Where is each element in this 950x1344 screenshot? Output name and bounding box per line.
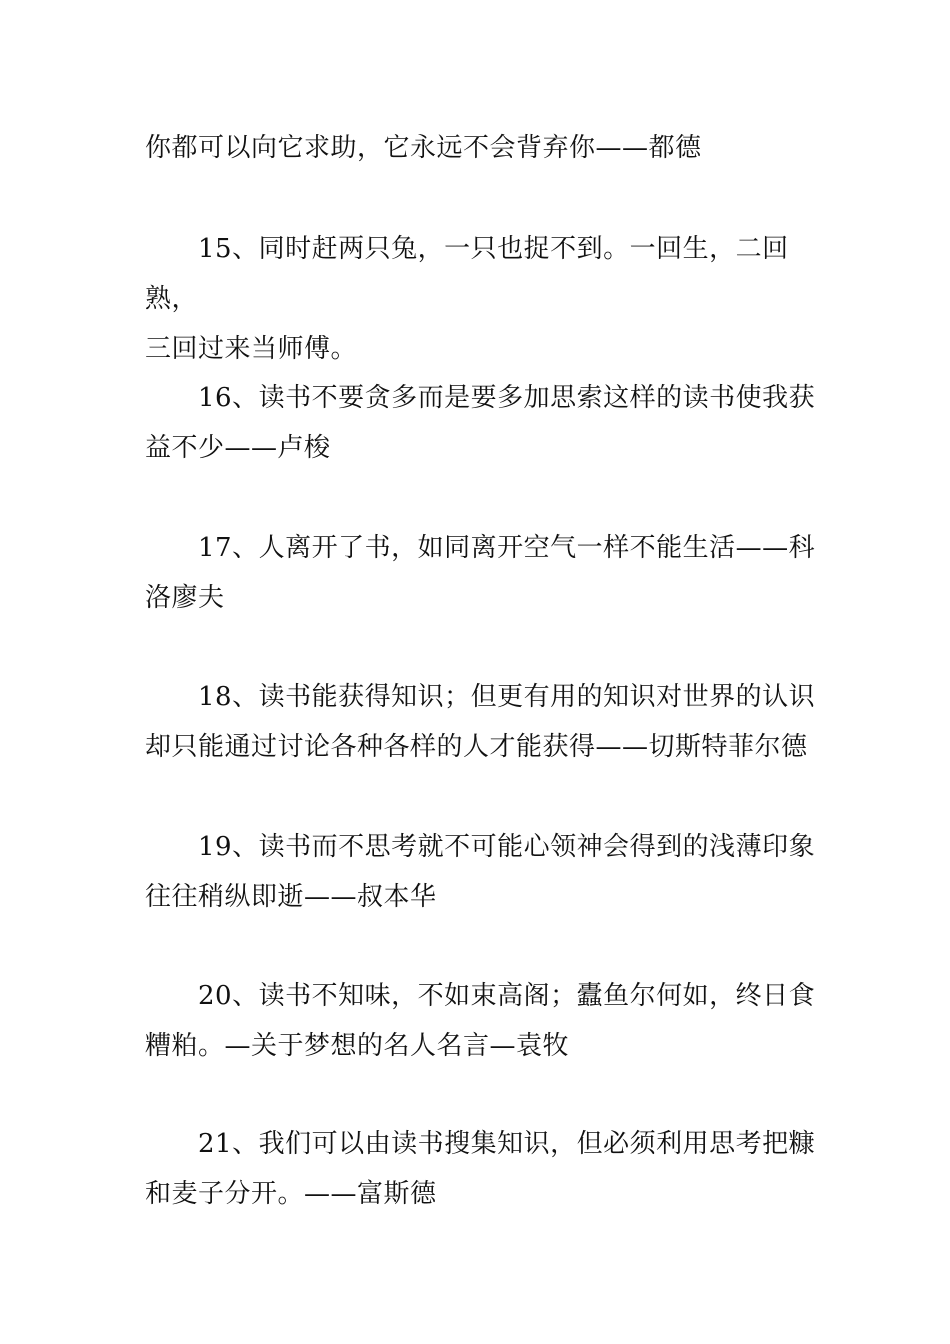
text-line: 洛廖夫 [145, 583, 225, 613]
quote-19 [145, 822, 835, 922]
paragraph-14-continuation [145, 123, 835, 173]
quote-20 [145, 971, 835, 1071]
text-line: 你都可以向它求助，它永远不会背弃你——都德 [145, 133, 702, 163]
text-line: 三回过来当师傅。 [145, 334, 358, 364]
text-line: 和麦子分开。——富斯德 [145, 1179, 437, 1209]
text-line: 糟粕。—关于梦想的名人名言—袁牧 [145, 1031, 570, 1061]
text-line: 20、读书不知味，不如束高阁；蠹鱼尔何如，终日食 [198, 981, 816, 1011]
quote-18 [145, 672, 835, 772]
quote-16 [145, 373, 835, 473]
text-line: 往往稍纵即逝——叔本华 [145, 882, 437, 912]
text-line: 18、读书能获得知识；但更有用的知识对世界的认识 [198, 682, 816, 712]
text-line: 19、读书而不思考就不可能心领神会得到的浅薄印象 [198, 832, 816, 862]
text-line: 却只能通过讨论各种各样的人才能获得——切斯特菲尔德 [145, 732, 808, 762]
text-line: 21、我们可以由读书搜集知识，但必须利用思考把糠 [198, 1129, 816, 1159]
text-line: 益不少——卢梭 [145, 433, 331, 463]
text-line: 17、人离开了书，如同离开空气一样不能生活——科 [198, 533, 816, 563]
text-line: 15、同时赶两只兔，一只也捉不到。一回生，二回熟， [145, 234, 789, 314]
quote-15 [145, 224, 835, 374]
text-line: 16、读书不要贪多而是要多加思索这样的读书使我获 [198, 383, 816, 413]
quote-21 [145, 1119, 835, 1219]
quote-17 [145, 523, 835, 623]
